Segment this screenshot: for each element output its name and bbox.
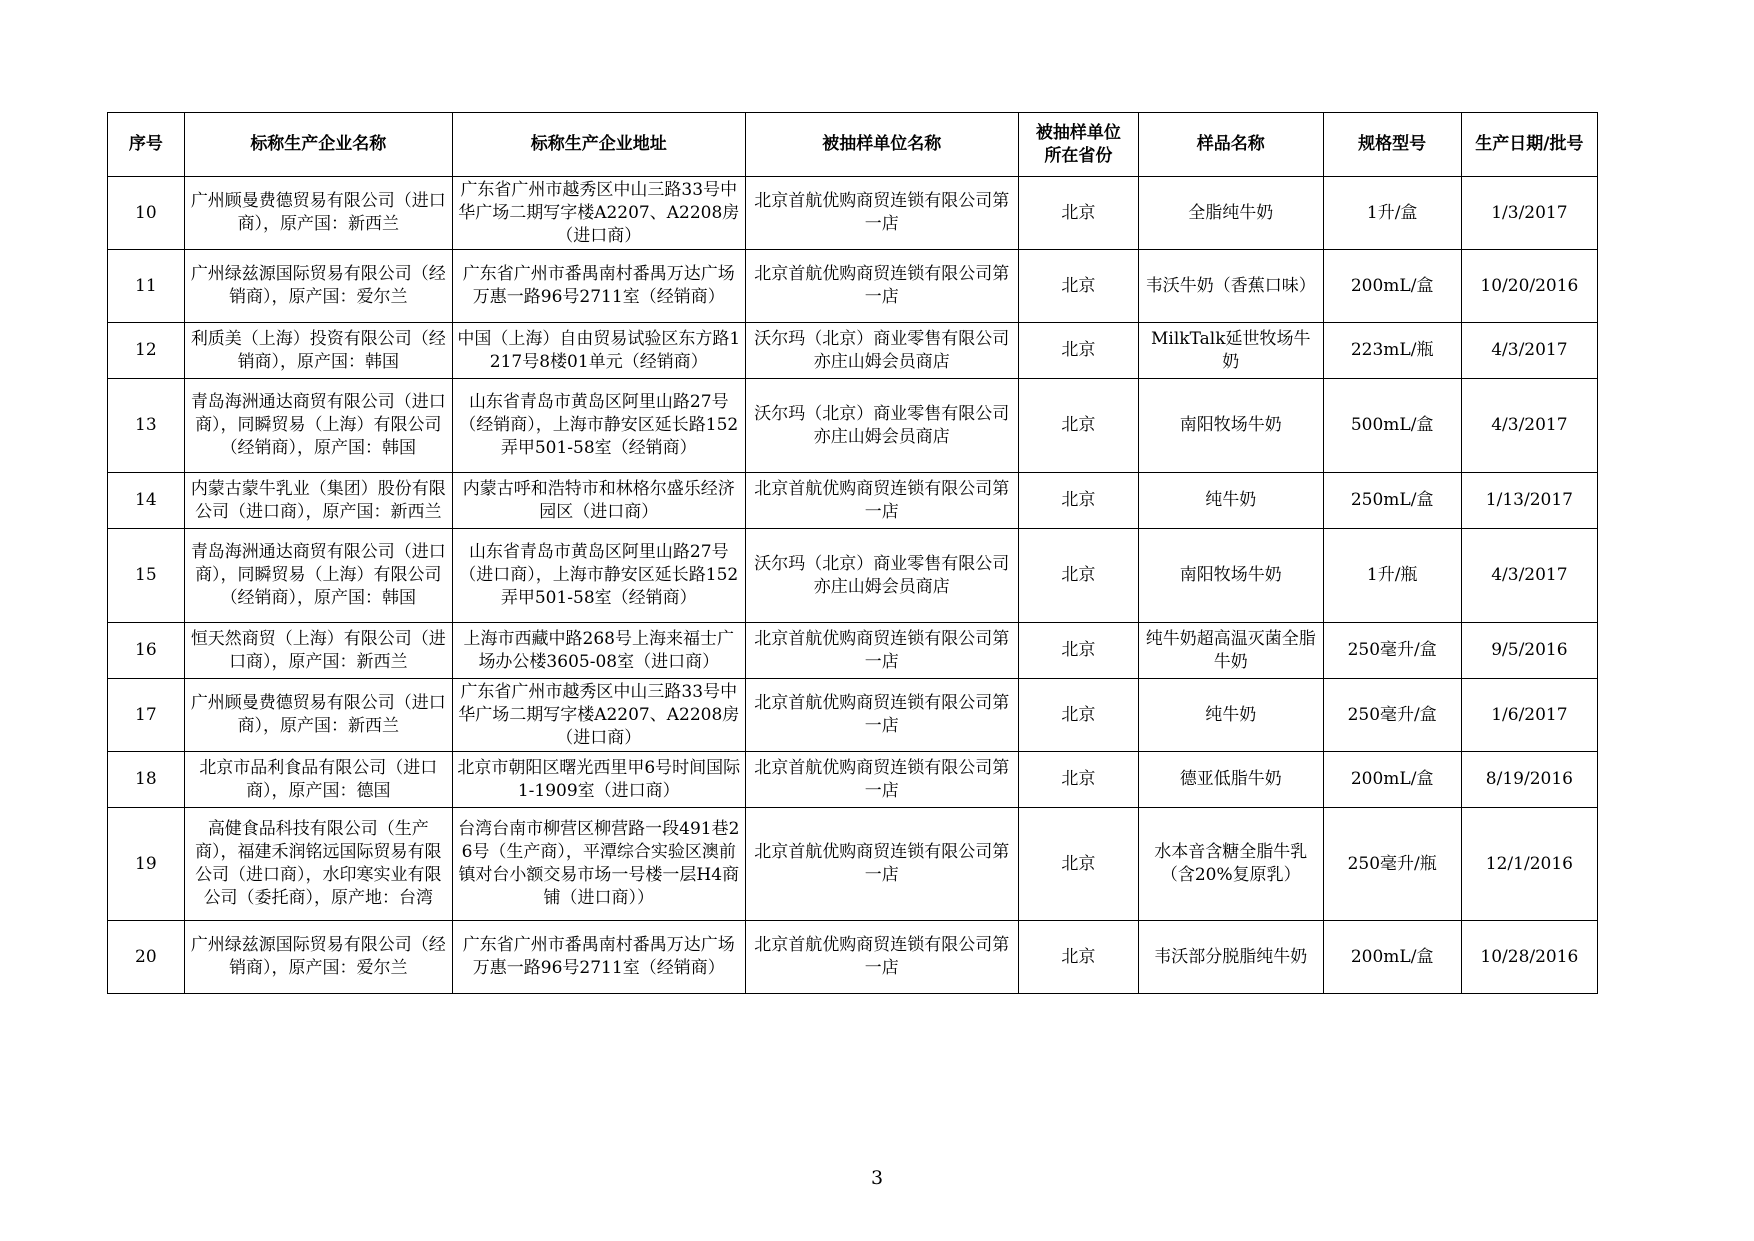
cell-manufacturer: 青岛海洲通达商贸有限公司（进口商），同瞬贸易（上海）有限公司（经销商），原产国：韩国 — [184, 529, 452, 623]
table-row — [108, 473, 1598, 529]
cell-address: 中国（上海）自由贸易试验区东方路1217号8楼01单元（经销商） — [452, 323, 745, 379]
cell-manufacturer: 广州绿兹源国际贸易有限公司（经销商），原产国：爱尔兰 — [184, 921, 452, 994]
cell-serial-no: 13 — [108, 379, 185, 473]
cell-sampled-unit: 北京首航优购商贸连锁有限公司第一店 — [745, 250, 1018, 323]
cell-sampled-unit: 北京首航优购商贸连锁有限公司第一店 — [745, 473, 1018, 529]
cell-manufacturer: 北京市品利食品有限公司（进口商），原产国：德国 — [184, 752, 452, 808]
table-row — [108, 679, 1598, 752]
cell-manufacturer: 广州绿兹源国际贸易有限公司（经销商），原产国：爱尔兰 — [184, 250, 452, 323]
sampling-results-table — [107, 112, 1598, 994]
cell-sample-name: MilkTalk延世牧场牛奶 — [1138, 323, 1323, 379]
cell-sample-name: 全脂纯牛奶 — [1138, 177, 1323, 250]
cell-sampled-unit: 北京首航优购商贸连锁有限公司第一店 — [745, 177, 1018, 250]
cell-province: 北京 — [1018, 250, 1138, 323]
cell-production-date: 10/20/2016 — [1461, 250, 1597, 323]
cell-sampled-unit: 沃尔玛（北京）商业零售有限公司亦庄山姆会员商店 — [745, 529, 1018, 623]
header-sampled-unit: 被抽样单位名称 — [745, 113, 1018, 177]
cell-serial-no: 17 — [108, 679, 185, 752]
cell-serial-no: 19 — [108, 808, 185, 921]
cell-spec: 200mL/盒 — [1323, 752, 1461, 808]
cell-serial-no: 14 — [108, 473, 185, 529]
cell-address: 广东省广州市番禺南村番禺万达广场万惠一路96号2711室（经销商） — [452, 250, 745, 323]
cell-province: 北京 — [1018, 808, 1138, 921]
cell-address: 广东省广州市番禺南村番禺万达广场万惠一路96号2711室（经销商） — [452, 921, 745, 994]
cell-province: 北京 — [1018, 752, 1138, 808]
cell-province: 北京 — [1018, 379, 1138, 473]
header-manufacturer: 标称生产企业名称 — [184, 113, 452, 177]
cell-production-date: 4/3/2017 — [1461, 323, 1597, 379]
table-row — [108, 250, 1598, 323]
page-number: 3 — [870, 1167, 884, 1189]
cell-manufacturer: 广州顾曼费德贸易有限公司（进口商），原产国：新西兰 — [184, 177, 452, 250]
cell-serial-no: 12 — [108, 323, 185, 379]
cell-production-date: 4/3/2017 — [1461, 379, 1597, 473]
cell-address: 广东省广州市越秀区中山三路33号中华广场二期写字楼A2207、A2208房（进口商） — [452, 177, 745, 250]
cell-spec: 500mL/盒 — [1323, 379, 1461, 473]
cell-address: 山东省青岛市黄岛区阿里山路27号（进口商），上海市静安区延长路152弄甲501-58室（经销商） — [452, 529, 745, 623]
cell-spec: 223mL/瓶 — [1323, 323, 1461, 379]
cell-production-date: 1/3/2017 — [1461, 177, 1597, 250]
cell-sampled-unit: 沃尔玛（北京）商业零售有限公司亦庄山姆会员商店 — [745, 379, 1018, 473]
cell-spec: 250毫升/盒 — [1323, 623, 1461, 679]
cell-province: 北京 — [1018, 177, 1138, 250]
header-sample-name: 样品名称 — [1138, 113, 1323, 177]
cell-serial-no: 15 — [108, 529, 185, 623]
cell-sample-name: 南阳牧场牛奶 — [1138, 379, 1323, 473]
cell-spec: 200mL/盒 — [1323, 921, 1461, 994]
cell-spec: 250mL/盒 — [1323, 473, 1461, 529]
cell-province: 北京 — [1018, 323, 1138, 379]
cell-sample-name: 南阳牧场牛奶 — [1138, 529, 1323, 623]
cell-production-date: 9/5/2016 — [1461, 623, 1597, 679]
cell-spec: 1升/盒 — [1323, 177, 1461, 250]
cell-sampled-unit: 北京首航优购商贸连锁有限公司第一店 — [745, 752, 1018, 808]
cell-serial-no: 18 — [108, 752, 185, 808]
cell-production-date: 1/13/2017 — [1461, 473, 1597, 529]
cell-sampled-unit: 北京首航优购商贸连锁有限公司第一店 — [745, 808, 1018, 921]
cell-sampled-unit: 北京首航优购商贸连锁有限公司第一店 — [745, 623, 1018, 679]
cell-address: 山东省青岛市黄岛区阿里山路27号（经销商），上海市静安区延长路152弄甲501-58室（经销商） — [452, 379, 745, 473]
cell-sampled-unit: 北京首航优购商贸连锁有限公司第一店 — [745, 679, 1018, 752]
table-body — [108, 177, 1598, 994]
table-row — [108, 529, 1598, 623]
cell-sample-name: 韦沃牛奶（香蕉口味） — [1138, 250, 1323, 323]
cell-serial-no: 11 — [108, 250, 185, 323]
cell-address: 北京市朝阳区曙光西里甲6号时间国际1-1909室（进口商） — [452, 752, 745, 808]
cell-sample-name: 纯牛奶超高温灭菌全脂牛奶 — [1138, 623, 1323, 679]
header-province: 被抽样单位 所在省份 — [1018, 113, 1138, 177]
table-row — [108, 177, 1598, 250]
cell-spec: 200mL/盒 — [1323, 250, 1461, 323]
cell-manufacturer: 广州顾曼费德贸易有限公司（进口商），原产国：新西兰 — [184, 679, 452, 752]
cell-production-date: 10/28/2016 — [1461, 921, 1597, 994]
table-row — [108, 323, 1598, 379]
cell-production-date: 1/6/2017 — [1461, 679, 1597, 752]
cell-manufacturer: 利质美（上海）投资有限公司（经销商），原产国：韩国 — [184, 323, 452, 379]
cell-sampled-unit: 沃尔玛（北京）商业零售有限公司亦庄山姆会员商店 — [745, 323, 1018, 379]
header-spec: 规格型号 — [1323, 113, 1461, 177]
cell-province: 北京 — [1018, 921, 1138, 994]
cell-manufacturer: 恒天然商贸（上海）有限公司（进口商），原产国：新西兰 — [184, 623, 452, 679]
cell-production-date: 12/1/2016 — [1461, 808, 1597, 921]
table-row — [108, 808, 1598, 921]
cell-spec: 250毫升/盒 — [1323, 679, 1461, 752]
cell-serial-no: 10 — [108, 177, 185, 250]
cell-serial-no: 16 — [108, 623, 185, 679]
cell-sample-name: 水本音含糖全脂牛乳（含20%复原乳） — [1138, 808, 1323, 921]
table-row — [108, 623, 1598, 679]
cell-address: 台湾台南市柳营区柳营路一段491巷26号（生产商），平潭综合实验区澳前镇对台小额交易市场一号楼一层H4商铺（进口商）） — [452, 808, 745, 921]
cell-manufacturer: 内蒙古蒙牛乳业（集团）股份有限公司（进口商），原产国：新西兰 — [184, 473, 452, 529]
cell-spec: 1升/瓶 — [1323, 529, 1461, 623]
header-serial-no: 序号 — [108, 113, 185, 177]
cell-sample-name: 纯牛奶 — [1138, 679, 1323, 752]
cell-sampled-unit: 北京首航优购商贸连锁有限公司第一店 — [745, 921, 1018, 994]
cell-sample-name: 韦沃部分脱脂纯牛奶 — [1138, 921, 1323, 994]
cell-sample-name: 纯牛奶 — [1138, 473, 1323, 529]
cell-province: 北京 — [1018, 679, 1138, 752]
cell-sample-name: 德亚低脂牛奶 — [1138, 752, 1323, 808]
header-row — [108, 113, 1598, 177]
cell-address: 广东省广州市越秀区中山三路33号中华广场二期写字楼A2207、A2208房（进口商） — [452, 679, 745, 752]
cell-production-date: 4/3/2017 — [1461, 529, 1597, 623]
cell-province: 北京 — [1018, 623, 1138, 679]
table-row — [108, 752, 1598, 808]
table-header — [108, 113, 1598, 177]
cell-province: 北京 — [1018, 529, 1138, 623]
cell-province: 北京 — [1018, 473, 1138, 529]
cell-production-date: 8/19/2016 — [1461, 752, 1597, 808]
cell-manufacturer: 青岛海洲通达商贸有限公司（进口商），同瞬贸易（上海）有限公司（经销商），原产国：韩国 — [184, 379, 452, 473]
table-row — [108, 921, 1598, 994]
header-production-date: 生产日期/批号 — [1461, 113, 1597, 177]
cell-address: 上海市西藏中路268号上海来福士广场办公楼3605-08室（进口商） — [452, 623, 745, 679]
table-row — [108, 379, 1598, 473]
cell-spec: 250毫升/瓶 — [1323, 808, 1461, 921]
cell-address: 内蒙古呼和浩特市和林格尔盛乐经济园区（进口商） — [452, 473, 745, 529]
cell-manufacturer: 高健食品科技有限公司（生产商），福建禾润铭远国际贸易有限公司（进口商），水印寒实业有限公司（委托商），原产地：台湾 — [184, 808, 452, 921]
header-manufacturer-address: 标称生产企业地址 — [452, 113, 745, 177]
cell-serial-no: 20 — [108, 921, 185, 994]
